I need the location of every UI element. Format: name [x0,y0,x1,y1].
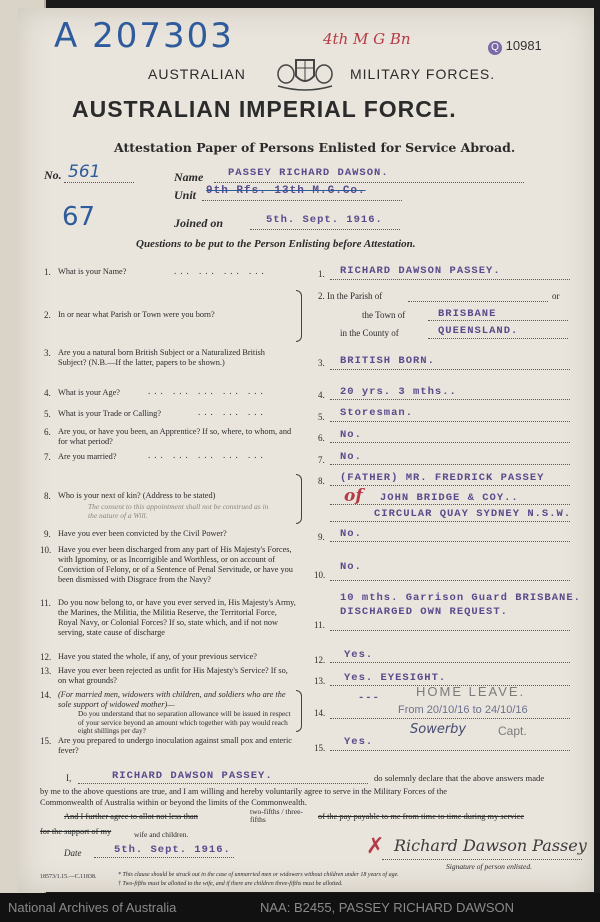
serial-value: 10981 [505,38,542,53]
q6-answer: No. [340,429,362,441]
q5-text: What is your Trade or Calling? [58,409,162,418]
q9-number: 9. [44,529,51,539]
q8-note: The consent to this appointment shall not be construed as in the nature of a Will. [88,502,269,520]
q14-answer-number: 14. [314,708,326,718]
q13-text: Have you ever been rejected as unfit for His Majesty's Service? If so, on what grounds? [58,666,288,685]
q12-number: 12. [40,652,52,662]
declaration-text6: for the support of my [40,827,112,836]
q8-red-mark: of [344,486,363,506]
q9-answer-number: 9. [318,532,325,542]
q7-answer: No. [340,451,362,463]
declaration-text1: do solemnly declare that the above answers made [374,773,545,783]
declaration-text3: Commonwealth of Australia within or beyond the limits of the Commonwealth. [40,798,307,807]
country-left: AUSTRALIAN [148,66,246,82]
date-value: 5th. Sept. 1916. [114,844,231,856]
q8-text: Who is your next of kin? (Address to be stated) [58,491,216,500]
q6-number: 6. [44,427,51,437]
unit-label: Unit [174,188,197,202]
q8-number: 8. [44,491,51,501]
q12-answer: Yes. [344,649,374,661]
page-title: AUSTRALIAN IMPERIAL FORCE. [72,96,457,122]
q5-answer: Storesman. [340,407,414,419]
home-leave-stamp: HOME LEAVE. [416,684,526,699]
q11-text: Do you now belong to, or have you ever served in, His Majesty's Army, the Marines, the Militia, the Militia Reserve, the Territorial Force, Royal Navy, or Colonial Forces? If so, state which, and if not now serving, state cause of discharge [58,598,296,637]
q10-number: 10. [40,545,52,555]
q7-dots: ... ... ... ... ... [148,450,267,460]
q2-number: 2. [44,310,51,320]
q7-answer-number: 7. [318,455,325,465]
q6-answer-number: 6. [318,433,325,443]
declaration-support: wife and children. [134,830,189,839]
q8-answer-line2: JOHN BRIDGE & COY.. [380,492,519,504]
footnote-2: † Two-fifths must be allotted to the wife, and if there are children three-fifths must be allotted. [118,881,343,887]
q2-parish-label: 2. In the Parish of [318,291,383,301]
q8-answer-line3: CIRCULAR QUAY SYDNEY N.S.W. [374,508,572,520]
declaration-text2: by me to the above questions are true, and I am willing and hereby voluntarily agree to serve in the Military Forces of the [40,787,447,796]
unit-value: 9th Rfs. 13th M.G.Co. [206,185,366,197]
q15-answer-number: 15. [314,743,326,753]
q10-text: Have you ever been discharged from any part of His Majesty's Forces, with Ignominy, or as Incorrigible and Worthless, or on account of Conviction of Felony, or of a Sentence of Penal Servitude, or have you been dismissed with Disgrace from the Navy? [58,545,293,584]
declaration-prefix: I, [66,773,72,783]
serial-number [488,38,542,55]
q1-text: What is your Name? [58,267,127,276]
q3-answer-number: 3. [318,358,325,368]
q4-answer: 20 yrs. 3 mths.. [340,386,457,398]
q9-text: Have you ever been convicted by the Civil Power? [58,529,227,538]
declaration-text4: And I further agree to allot not less than [64,812,198,821]
q11-answer-line2: DISCHARGED OWN REQUEST. [340,606,508,618]
q2-county: QUEENSLAND. [438,325,519,337]
side-number: 67 [62,202,96,232]
no-label: No. [44,168,62,182]
q4-answer-number: 4. [318,390,325,400]
home-leave-dates: From 20/10/16 to 24/10/16 [398,704,528,716]
footnote-1: * This clause should be struck out in the case of unmarried men or widowers without children under 18 years of age. [118,872,399,878]
q8-answer-number: 8. [318,476,325,486]
q3-text: Are you a natural born British Subject or a Naturalized British Subject? (N.B.—If the latter, papers to be shown.) [58,348,265,367]
page-subtitle: Attestation Paper of Persons Enlisted for Service Abroad. [114,140,516,155]
q2-text: In or near what Parish or Town were you born? [58,310,215,319]
q4-text: What is your Age? [58,388,120,397]
q7-text: Are you married? [58,452,117,461]
q6-text: Are you, or have you been, an Apprentice? If so, where, to whom, and for what period? [58,427,292,446]
q5-number: 5. [44,409,51,419]
q1-number: 1. [44,267,51,277]
handwritten-id: A 207303 [54,16,234,56]
stamp-rank: Capt. [498,724,527,738]
q14-text: (For married men, widowers with children, and soldiers who are the sole support of widowed mother)— [58,690,286,709]
q15-text: Are you prepared to undergo inoculation against small pox and enteric fever? [58,736,292,755]
q10-answer: No. [340,561,362,573]
joined-label: Joined on [174,216,224,230]
q15-number: 15. [40,736,52,746]
coat-of-arms-icon [274,54,336,97]
q7-number: 7. [44,452,51,462]
q12-answer-number: 12. [314,655,326,665]
q10-answer-number: 10. [314,570,326,580]
q13-answer: Yes. EYESIGHT. [344,672,447,684]
declaration-name: RICHARD DAWSON PASSEY. [112,770,273,782]
q9-answer: No. [340,528,362,540]
q1-dots: ... ... ... ... [174,266,268,276]
q-mark-icon: Q [488,41,502,55]
no-value: 561 [68,162,101,182]
q2-town-prefix: the Town of [362,310,406,320]
country-right: MILITARY FORCES. [350,66,496,82]
date-label: Date [64,848,82,858]
q11-answer-number: 11. [314,620,325,630]
q3-number: 3. [44,348,51,358]
archive-footer [0,893,600,922]
q14-answer: --- [358,692,380,704]
q5-answer-number: 5. [318,412,325,422]
q8-answer: (FATHER) MR. FREDRICK PASSEY [340,472,545,484]
name-value: PASSEY RICHARD DAWSON. [228,167,389,179]
unit-red-note: 4th M G Bn [323,30,411,48]
q4-dots: ... ... ... ... ... [148,386,267,396]
stamp-signature: Sowerby [410,722,467,737]
declaration-fraction: two-fifths / three-fifths [250,807,303,824]
q13-answer-number: 13. [314,676,326,686]
q2-town: BRISBANE [438,308,497,320]
signature-caption: Signature of person enlisted. [446,862,532,871]
attestation-paper [18,8,594,892]
q13-number: 13. [40,666,52,676]
q11-number: 11. [40,598,51,608]
signature-cross-mark: ✗ [366,834,385,859]
q4-number: 4. [44,388,51,398]
q5-dots: ... ... ... [198,407,267,417]
person-signature: Richard Dawson Passey [394,836,587,855]
q2-or-label: or [552,291,560,301]
q1-answer: RICHARD DAWSON PASSEY. [340,265,501,277]
q12-text: Have you stated the whole, if any, of your previous service? [58,652,257,661]
q3-answer: BRITISH BORN. [340,355,435,367]
print-code: 18573/1.15.—C.11838. [40,874,97,880]
declaration-text5: of the pay payable to me from time to time during my service [318,812,525,821]
q14-number: 14. [40,690,52,700]
archive-name: National Archives of Australia [8,900,177,915]
q1-answer-number: 1. [318,269,325,279]
q15-answer: Yes. [344,736,374,748]
q14-subtext: Do you understand that no separation allowance will be issued in respect of your service beyond an amount which together with pay would reach eight shillings per day? [78,709,291,736]
q11-answer: 10 mths. Garrison Guard BRISBANE. [340,592,581,604]
name-label: Name [174,170,204,184]
q2-county-prefix: in the County of [340,328,399,338]
joined-value: 5th. Sept. 1916. [266,214,383,226]
archive-reference: NAA: B2455, PASSEY RICHARD DAWSON [260,900,515,915]
section-title: Questions to be put to the Person Enlisting before Attestation. [136,238,416,250]
